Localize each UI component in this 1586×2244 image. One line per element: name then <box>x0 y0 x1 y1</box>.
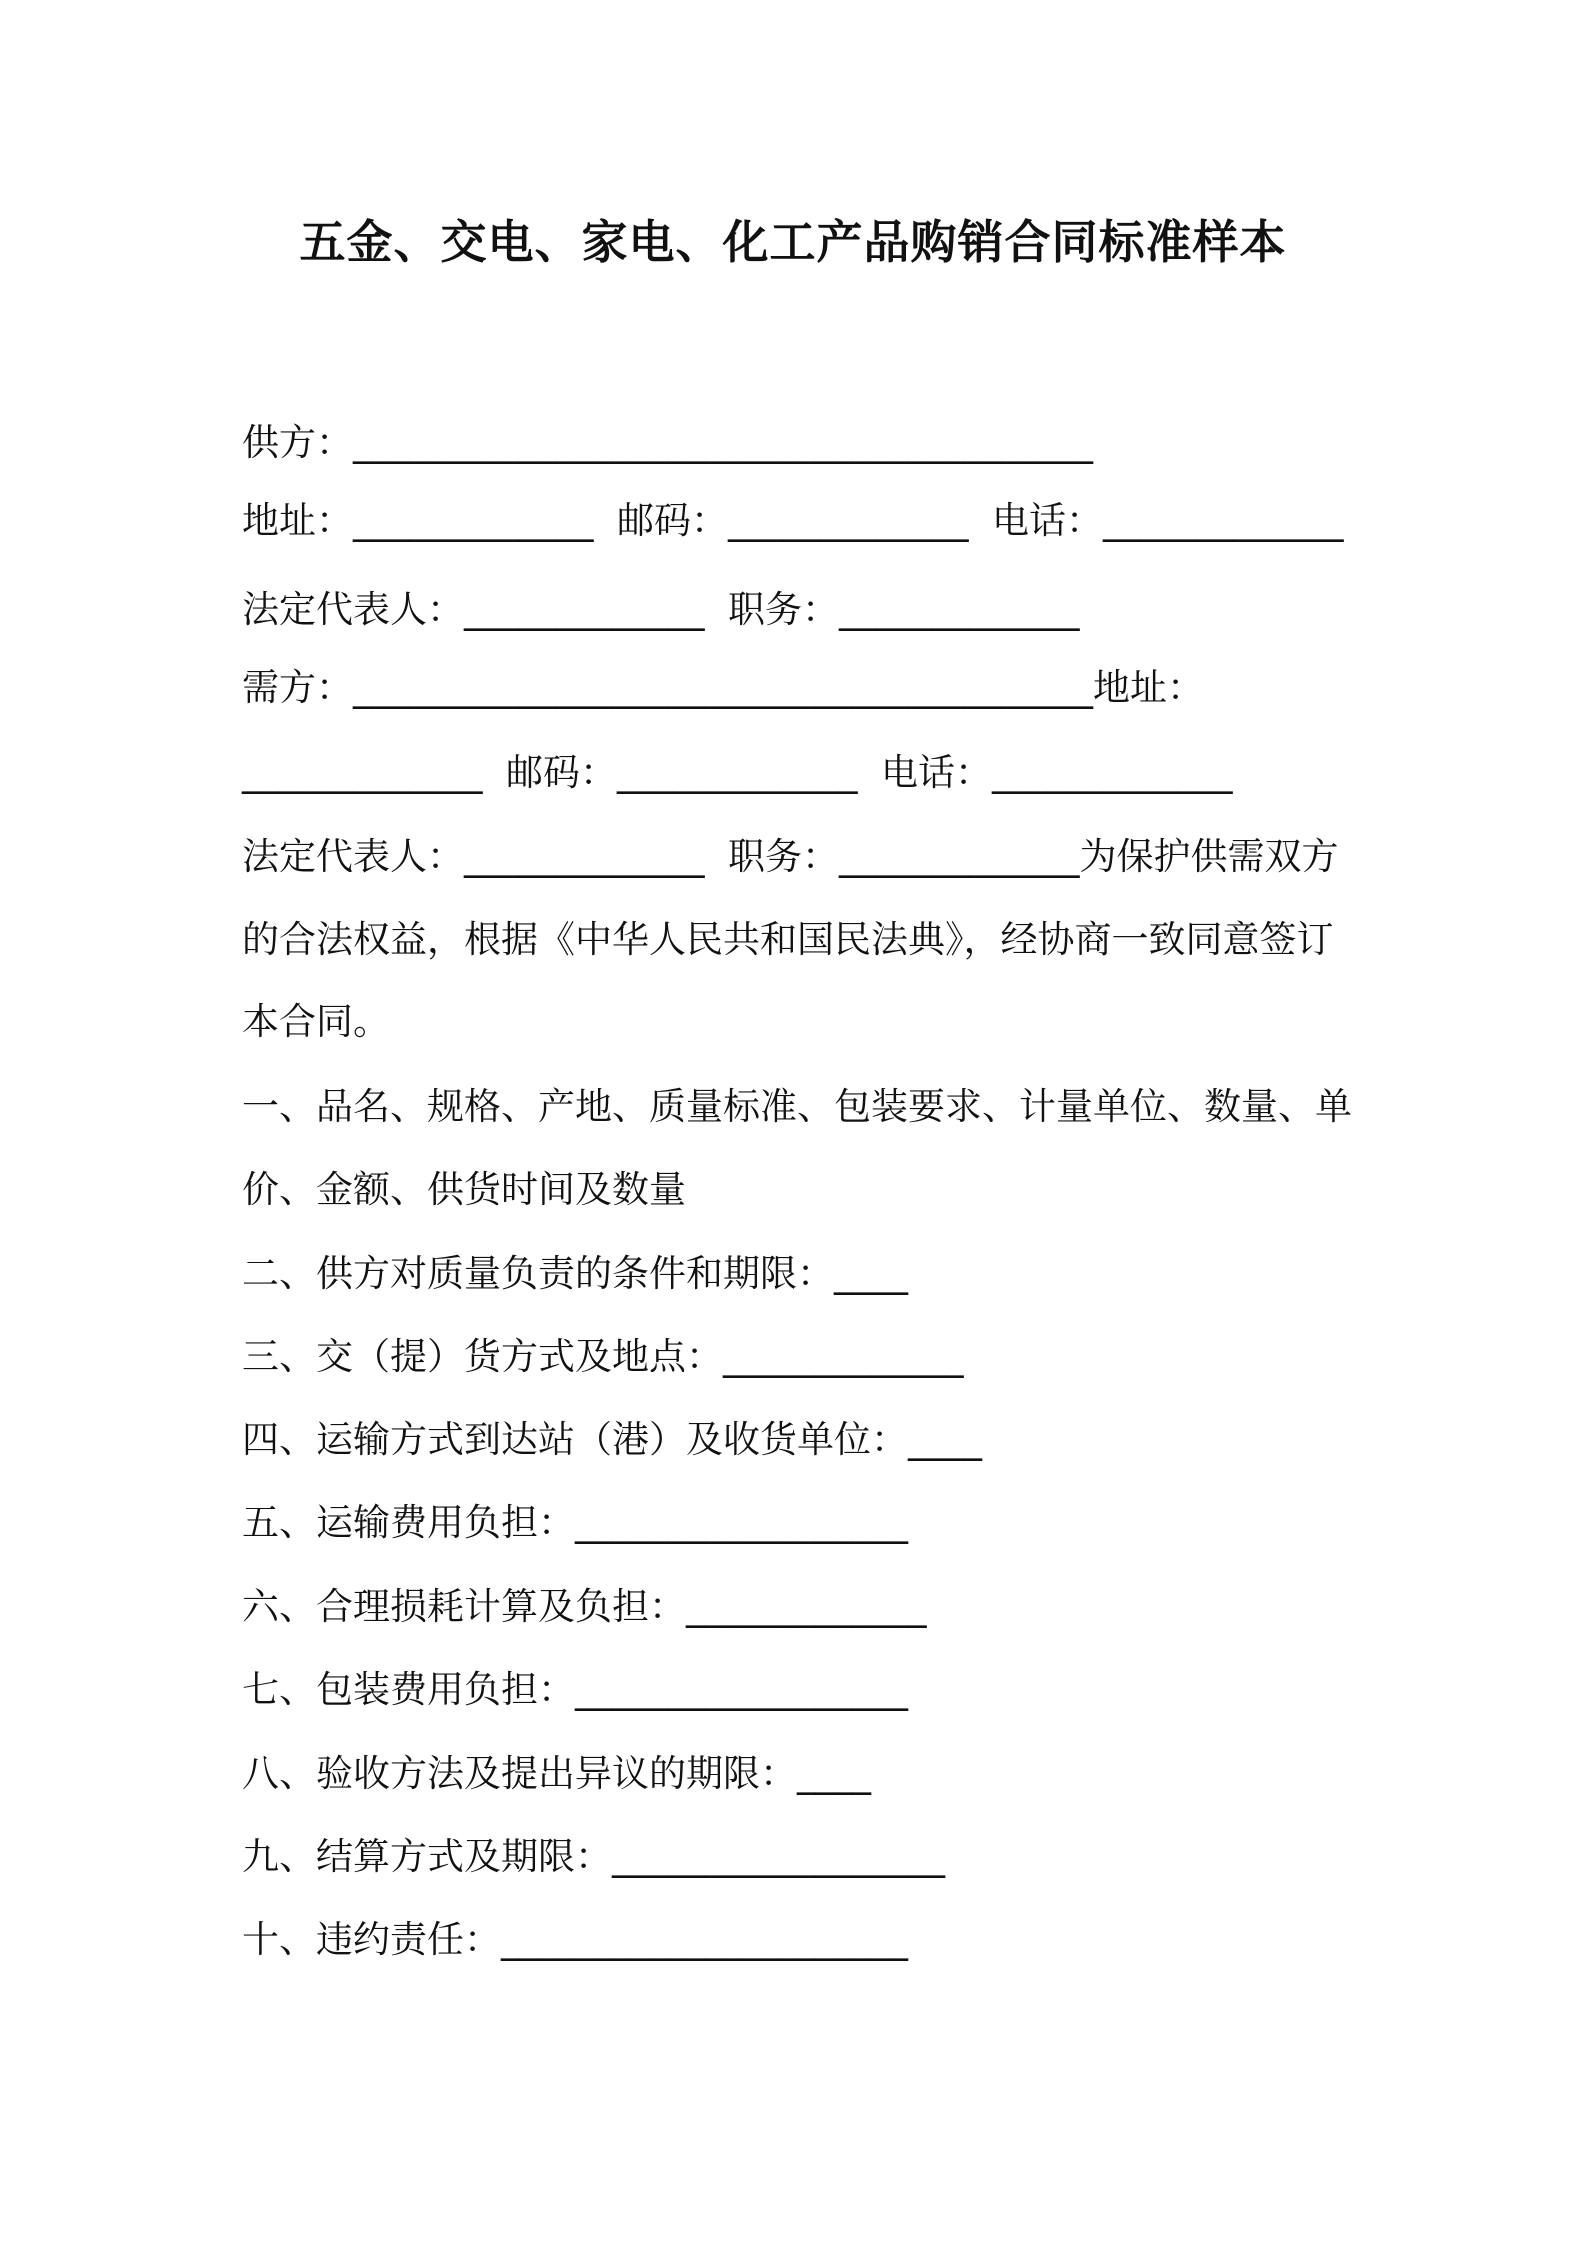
supplier-contact-line: 地址：_____________ 邮码：_____________ 电话：_____________ <box>242 499 1344 542</box>
clause-6-line: 六、合理损耗计算及负担：_____________ <box>242 1585 927 1628</box>
clause-2-line: 二、供方对质量负责的条件和期限：____ <box>242 1252 908 1295</box>
supplier-line: 供方：________________________________________ <box>242 421 1093 464</box>
clause-5-line: 五、运输费用负担：__________________ <box>242 1501 908 1544</box>
preamble-end-line: 本合同。 <box>242 1000 390 1043</box>
buyer-contact-line: _____________ 邮码：_____________ 电话：_____________ <box>242 751 1233 794</box>
clause-4-line: 四、运输方式到达站（港）及收货单位：____ <box>242 1418 982 1461</box>
clause-7-line: 七、包装费用负担：__________________ <box>242 1668 908 1711</box>
buyer-representative-line: 法定代表人：_____________ 职务：_____________为保护供需双方 <box>242 835 1339 878</box>
clause-10-line: 十、违约责任：______________________ <box>242 1918 908 1961</box>
clause-8-line: 八、验收方法及提出异议的期限：____ <box>242 1752 871 1795</box>
document-title: 五金、交电、家电、化工产品购销合同标准样本 <box>299 215 1287 269</box>
clause-1-continued-line: 价、金额、供货时间及数量 <box>242 1168 686 1211</box>
buyer-line: 需方：________________________________________地址： <box>242 666 1204 709</box>
supplier-representative-line: 法定代表人：_____________ 职务：_____________ <box>242 588 1080 631</box>
clause-3-line: 三、交（提）货方式及地点：_____________ <box>242 1335 964 1378</box>
clause-9-line: 九、结算方式及期限：__________________ <box>242 1835 945 1878</box>
clause-1-line: 一、品名、规格、产地、质量标准、包装要求、计量单位、数量、单 <box>242 1085 1352 1128</box>
preamble-line: 的合法权益，根据《中华人民共和国民法典》，经协商一致同意签订 <box>242 918 1334 961</box>
